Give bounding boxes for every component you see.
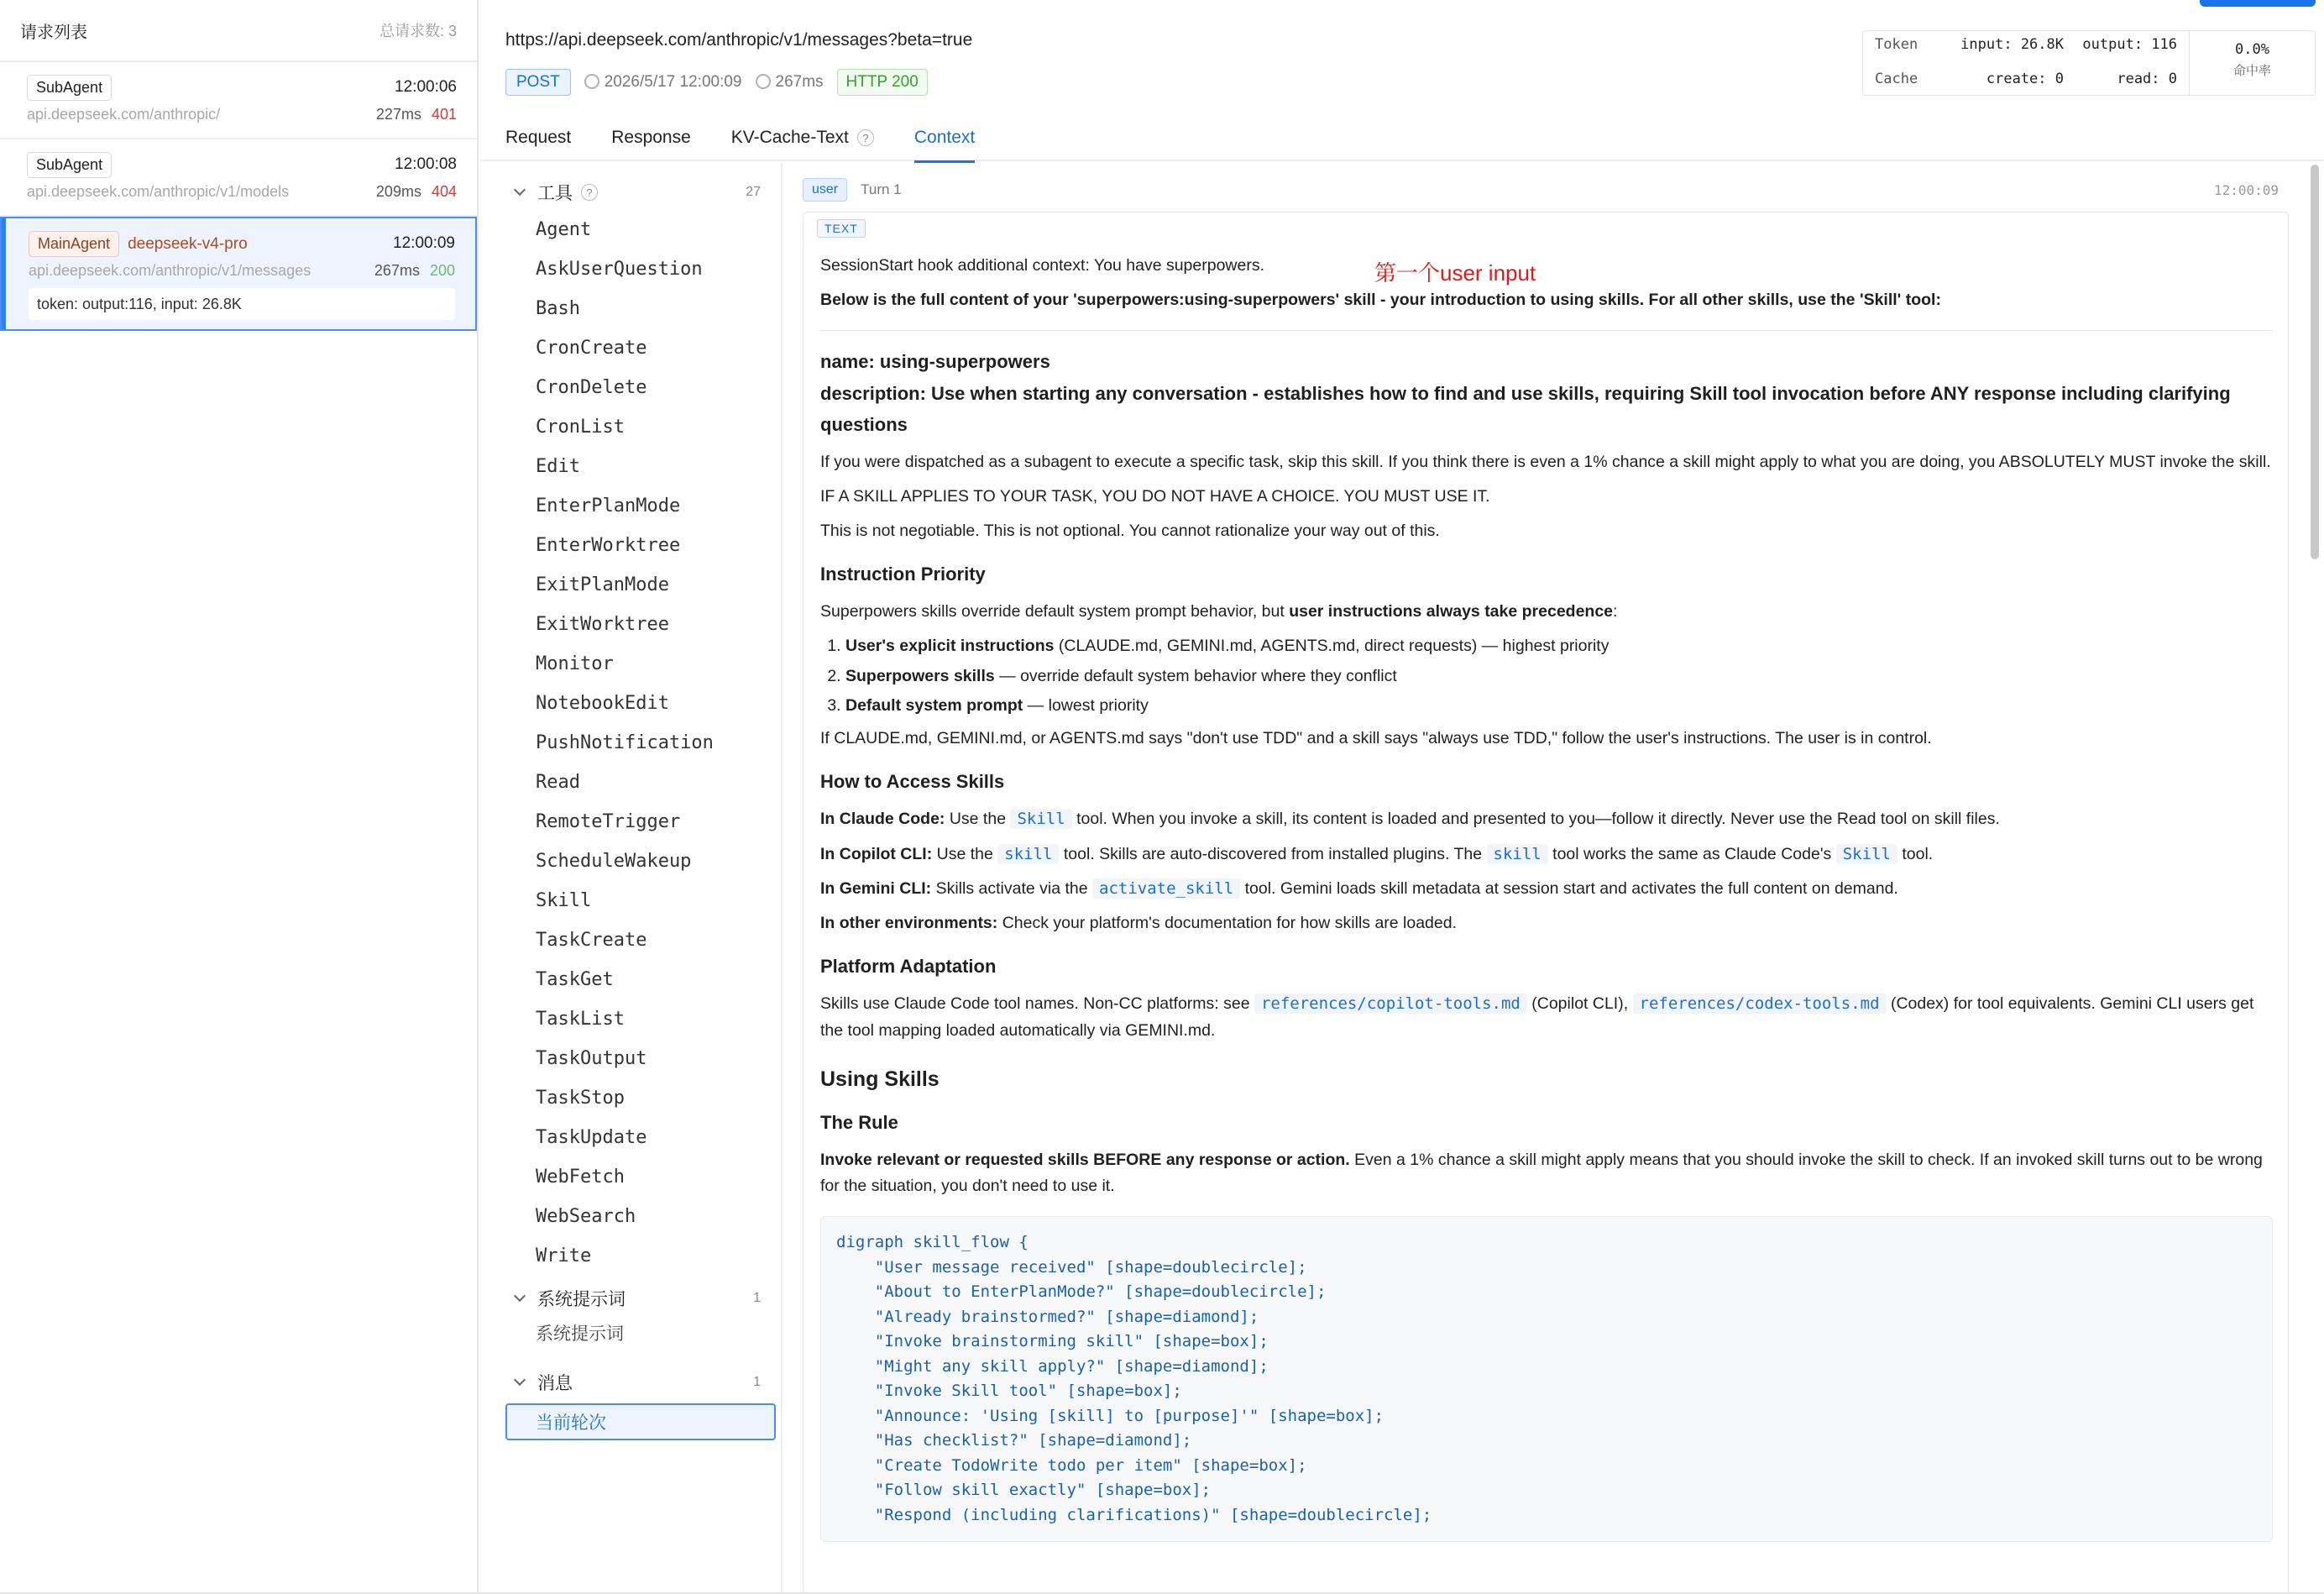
heading-using-skills: Using Skills <box>820 1067 940 1091</box>
heading-instruction-priority: Instruction Priority <box>820 564 986 585</box>
cache-hit-rate <box>2189 31 2315 95</box>
tool-item-taskget[interactable]: TaskGet <box>536 969 614 990</box>
hit-rate-label: 命中率 <box>2232 63 2271 78</box>
input-tokens: input: 26.8K <box>1960 36 2064 53</box>
intro-line: SessionStart hook additional context: You have superpowers. <box>820 256 1265 275</box>
tool-list <box>480 210 781 1276</box>
tab-request[interactable]: Request <box>505 128 572 147</box>
tool-item-monitor[interactable]: Monitor <box>536 653 614 674</box>
content-scrollbar[interactable] <box>2309 165 2321 1594</box>
agent-tag: SubAgent <box>27 75 112 101</box>
list-item: 1. User's explicit instructions (CLAUDE.md, GEMINI.md, AGENTS.md, direct requests) — highest priority <box>845 633 2273 659</box>
cache-create: create: 0 <box>1986 71 2064 87</box>
request-item-3[interactable] <box>0 217 477 331</box>
turn-header <box>803 176 2279 203</box>
tool-item-schedulewakeup[interactable]: ScheduleWakeup <box>536 851 692 872</box>
context-sidebar <box>480 163 783 1594</box>
tool-item-websearch[interactable]: WebSearch <box>536 1206 636 1227</box>
request-list-panel <box>0 0 479 1594</box>
tool-item-cronlist[interactable]: CronList <box>536 417 625 438</box>
status-code: 200 <box>429 262 455 279</box>
tool-item-read[interactable]: Read <box>536 772 580 793</box>
divider <box>820 330 2273 331</box>
status-code: 401 <box>431 106 457 123</box>
tool-item-taskcreate[interactable]: TaskCreate <box>536 930 647 951</box>
paragraph: Skills use Claude Code tool names. Non-CC platforms: see references/copilot-tools.md (Copilot CLI), references/codex-tools.md (Codex) for tool equivalents. Gemini CLI users get the tool mapping loaded automatically via GEMINI.md. <box>820 994 2254 1040</box>
status-badge: HTTP 200 <box>837 69 928 96</box>
paragraph: In Claude Code: Use the Skill tool. When you invoke a skill, its content is loaded and presented to you—follow it directly. Never use the Read tool on skill files. <box>820 810 2000 829</box>
model-name: deepseek-v4-pro <box>128 234 248 253</box>
request-list-header <box>0 0 477 62</box>
messages-count: 1 <box>753 1375 761 1389</box>
text-type-tag: TEXT <box>817 219 866 238</box>
request-count: 总请求数: 3 <box>379 23 457 39</box>
tool-item-skill[interactable]: Skill <box>536 890 592 911</box>
tool-item-enterplanmode[interactable]: EnterPlanMode <box>536 496 681 516</box>
role-badge: user <box>803 178 847 202</box>
request-datetime: 2026/5/17 12:00:09 <box>584 73 742 92</box>
request-url-full: https://api.deepseek.com/anthropic/v1/messages?beta=true <box>505 30 973 50</box>
paragraph: This is not negotiable. This is not optional. You cannot rationalize your way out of this. <box>820 521 1440 540</box>
agent-tag: SubAgent <box>27 152 112 178</box>
code-block: digraph skill_flow { "User message received" [shape=doublecircle]; "About to EnterPlanMode?" [shape=doublecircle]; "Already brainstormed?" [shape=diamond]; "Invoke brainstorming skill" [shape=box]; "Might any skill apply?" [shape=diamond]; "Invoke Skill tool" [shape=box]; "Announce: 'Using [skill] to [purpose]'" [shape=box]; "Has checklist?" [shape=diamond]; "Create TodoWrite todo per item" [shape=box]; "Follow skill exactly" [shape=box]; "Respond (including clarifications)" [shape=doublecircle]; <box>820 1216 2273 1542</box>
paragraph: If you were dispatched as a subagent to execute a specific task, skip this skill. If you think there is even a 1% chance a skill might apply to what you are doing, you ABSOLUTELY MUST invoke the skill. <box>820 452 2271 471</box>
section-messages[interactable]: 消息 1 <box>480 1365 781 1400</box>
tool-item-edit[interactable]: Edit <box>536 456 580 477</box>
context-content <box>784 163 2295 1594</box>
top-accent-button[interactable] <box>2200 0 2316 7</box>
tab-response[interactable]: Response <box>611 128 691 147</box>
tool-item-remotetrigger[interactable]: RemoteTrigger <box>536 811 681 832</box>
tool-item-enterworktree[interactable]: EnterWorktree <box>536 535 681 556</box>
timer-icon <box>756 74 771 89</box>
request-duration: 227ms <box>375 106 421 123</box>
tool-item-crondelete[interactable]: CronDelete <box>536 377 647 398</box>
skill-name: name: using-superpowers <box>820 351 1050 373</box>
system-prompt-item[interactable]: 系统提示词 <box>536 1324 624 1344</box>
method-badge: POST <box>505 69 571 96</box>
request-time: 12:00:09 <box>393 234 455 252</box>
tab-kv-cache-text[interactable]: KV-Cache-Text ? <box>731 114 874 161</box>
tools-count: 27 <box>746 185 761 199</box>
paragraph: In Gemini CLI: Skills activate via the activate_skill tool. Gemini loads skill metadata at session start and activates the full content on demand. <box>820 878 1898 898</box>
request-duration: 209ms <box>375 183 421 200</box>
heading-platform-adaptation: Platform Adaptation <box>820 956 997 978</box>
help-icon[interactable]: ? <box>857 129 874 146</box>
request-time: 12:00:08 <box>395 155 457 173</box>
paragraph: Superpowers skills override default system prompt behavior, but user instructions always take precedence: <box>820 602 1618 621</box>
heading-access-skills: How to Access Skills <box>820 771 1005 793</box>
chevron-down-icon <box>514 184 526 196</box>
request-url: api.deepseek.com/anthropic/v1/models <box>27 183 290 200</box>
tool-item-write[interactable]: Write <box>536 1245 592 1266</box>
annotation-label: 第一个user input <box>1374 260 1536 286</box>
output-tokens: output: 116 <box>2082 36 2177 53</box>
tool-item-notebookedit[interactable]: NotebookEdit <box>536 693 669 714</box>
tool-item-exitplanmode[interactable]: ExitPlanMode <box>536 574 669 595</box>
status-code: 404 <box>431 183 457 200</box>
request-list-title: 请求列表 <box>20 23 87 42</box>
hit-rate-value: 0.0% <box>2235 41 2269 58</box>
skill-description: description: Use when starting any conversation - establishes how to find and use skills, requiring Skill tool invocation before ANY response including clarifying questions <box>820 382 2231 436</box>
scrollbar-thumb[interactable] <box>2311 165 2319 559</box>
tool-item-exitworktree[interactable]: ExitWorktree <box>536 614 669 635</box>
chevron-down-icon <box>514 1290 526 1302</box>
token-stats-box <box>1862 30 2316 96</box>
tool-item-taskstop[interactable]: TaskStop <box>536 1088 625 1109</box>
list-item: 2. Superpowers skills — override default system behavior where they conflict <box>845 663 2273 690</box>
intro-bold: Below is the full content of your 'superpowers:using-superpowers' skill - your introduction to using skills. For all other skills, use the 'Skill' tool: <box>820 291 1941 310</box>
tool-item-croncreate[interactable]: CronCreate <box>536 338 647 359</box>
current-turn-item[interactable]: 当前轮次 <box>505 1403 776 1440</box>
token-label: Token <box>1875 36 1918 53</box>
tool-item-askuserquestion[interactable]: AskUserQuestion <box>536 259 703 280</box>
request-elapsed: 267ms <box>756 73 824 92</box>
paragraph: If CLAUDE.md, GEMINI.md, or AGENTS.md says "don't use TDD" and a skill says "always use TDD," follow the user's instructions. The user is in control. <box>820 729 1932 748</box>
cache-read: read: 0 <box>2117 71 2177 87</box>
request-url: api.deepseek.com/anthropic/ <box>27 106 221 123</box>
tab-context[interactable]: Context <box>914 114 975 161</box>
tool-item-pushnotification[interactable]: PushNotification <box>536 732 714 753</box>
cache-label: Cache <box>1875 71 1918 87</box>
request-duration: 267ms <box>374 262 420 279</box>
paragraph: Invoke relevant or requested skills BEFORE any response or action. Even a 1% chance a skill might apply means that you should invoke the skill to check. If an invoked skill turns out to be wrong for the situation, you don't need to use it. <box>820 1150 2263 1196</box>
paragraph: IF A SKILL APPLIES TO YOUR TASK, YOU DO NOT HAVE A CHOICE. YOU MUST USE IT. <box>820 486 1490 506</box>
tool-item-taskupdate[interactable]: TaskUpdate <box>536 1127 647 1148</box>
message-card <box>803 212 2289 1594</box>
help-icon[interactable]: ? <box>581 184 598 201</box>
request-header <box>480 0 2324 109</box>
tool-item-agent[interactable]: Agent <box>536 219 592 240</box>
heading-the-rule: The Rule <box>820 1111 898 1133</box>
list-item: 3. Default system prompt — lowest priority <box>845 693 2273 719</box>
request-item-1[interactable] <box>0 62 477 139</box>
tool-item-bash[interactable]: Bash <box>536 298 580 319</box>
system-count: 1 <box>753 1291 761 1305</box>
tool-item-webfetch[interactable]: WebFetch <box>536 1167 625 1188</box>
request-time: 12:00:06 <box>395 78 457 96</box>
section-system-prompt[interactable]: 系统提示词 1 <box>480 1281 781 1316</box>
message-body <box>820 253 2273 1542</box>
turn-time: 12:00:09 <box>2213 181 2279 198</box>
paragraph: In Copilot CLI: Use the skill tool. Skills are auto-discovered from installed plugins. The skill tool works the same as Claude Code's Skill tool. <box>820 844 1934 863</box>
calendar-icon <box>584 74 599 89</box>
chevron-down-icon <box>514 1374 526 1386</box>
tool-item-taskoutput[interactable]: TaskOutput <box>536 1048 647 1069</box>
request-url: api.deepseek.com/anthropic/v1/messages <box>29 262 311 279</box>
detail-tabs <box>480 114 2324 161</box>
request-meta <box>505 69 928 96</box>
priority-list <box>845 633 2273 719</box>
section-tools[interactable]: 工具 ? 27 <box>480 175 781 210</box>
turn-label: Turn 1 <box>861 181 902 197</box>
tool-item-tasklist[interactable]: TaskList <box>536 1009 625 1030</box>
agent-tag: MainAgent <box>29 231 119 257</box>
paragraph: In other environments: Check your platform's documentation for how skills are loaded. <box>820 913 1458 932</box>
request-item-2[interactable] <box>0 139 477 217</box>
token-summary: token: output:116, input: 26.8K <box>29 288 455 320</box>
